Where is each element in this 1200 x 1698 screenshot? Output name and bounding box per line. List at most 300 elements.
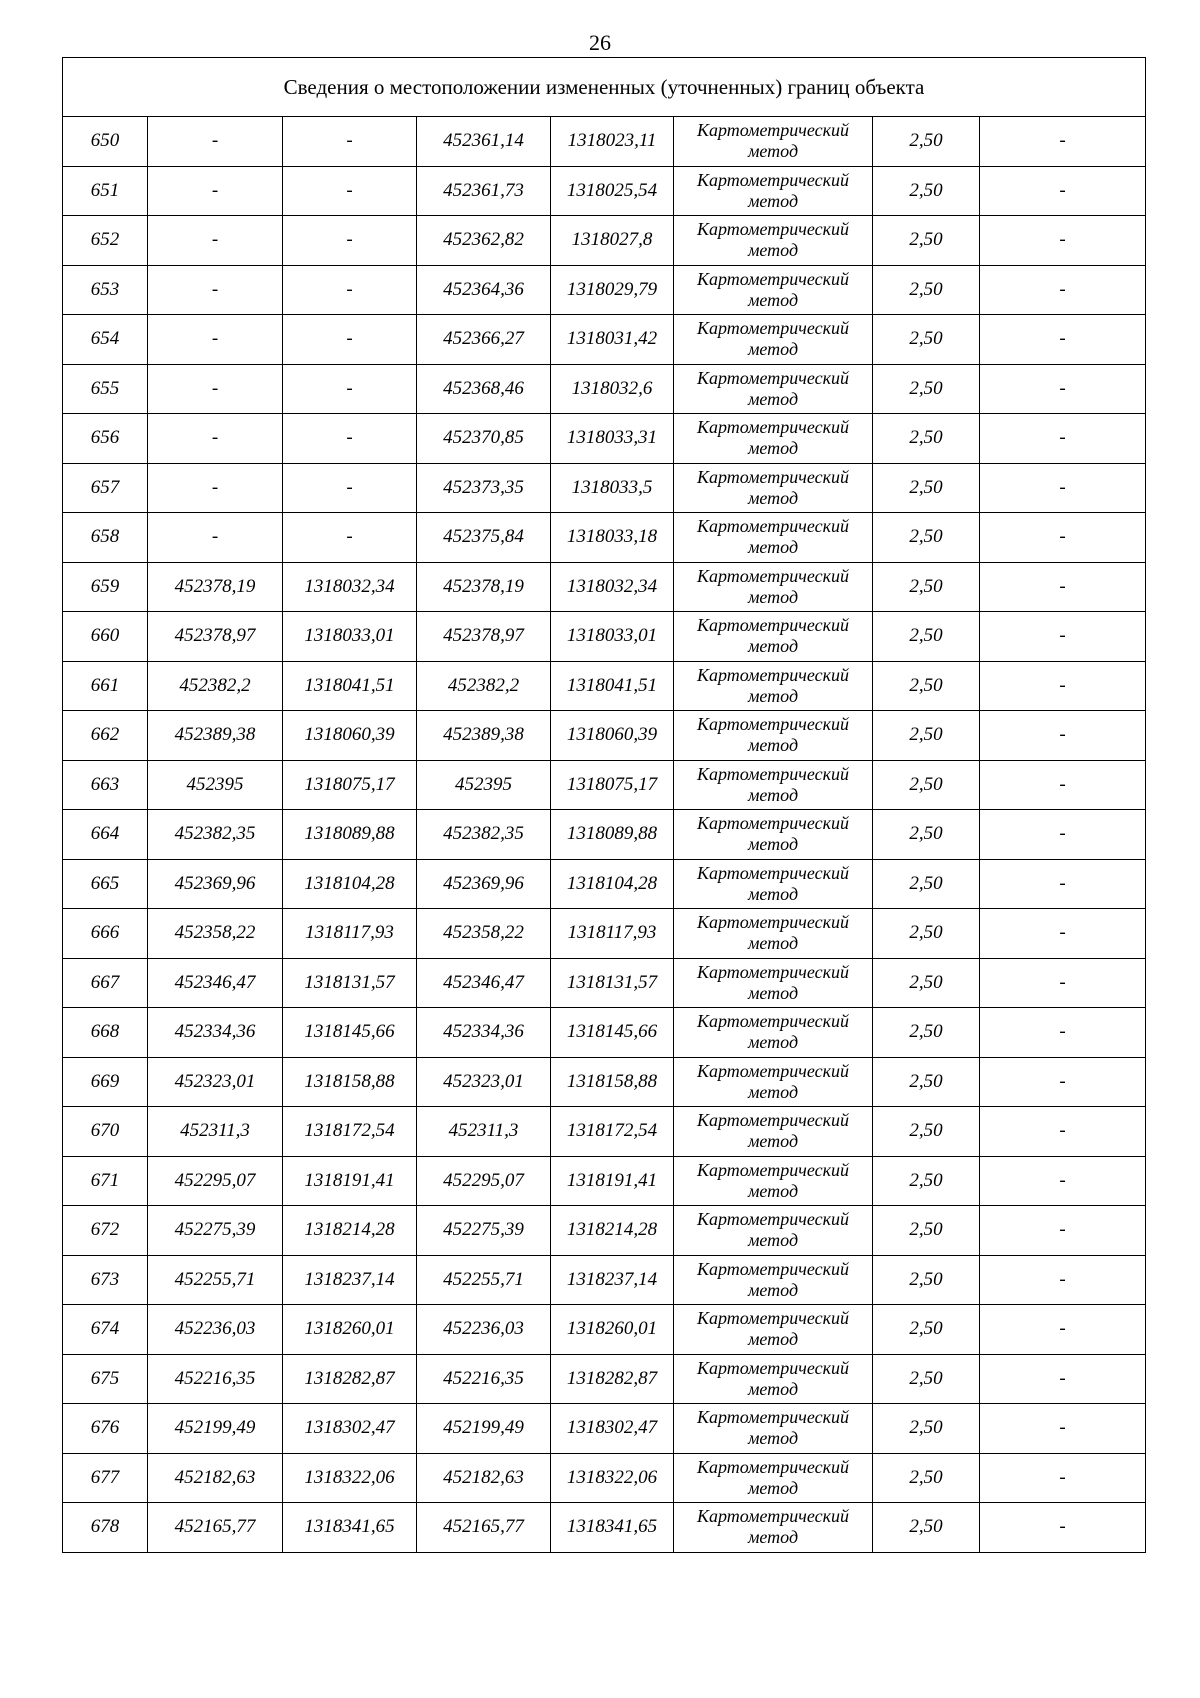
existing-x-cell: 452323,01	[148, 1057, 283, 1107]
accuracy-cell: 2,50	[873, 1156, 980, 1206]
table-row	[63, 117, 1146, 167]
accuracy-cell: 2,50	[873, 216, 980, 266]
refined-x-cell: 452199,49	[417, 1404, 551, 1454]
table-row	[63, 364, 1146, 414]
description-cell: -	[980, 1057, 1146, 1107]
method-line-1: Картометрический	[696, 1209, 849, 1230]
method-line-1: Картометрический	[696, 1506, 849, 1527]
table-row	[63, 711, 1146, 761]
existing-x-cell: -	[148, 513, 283, 563]
point-number-cell: 675	[63, 1354, 148, 1404]
accuracy-cell: 2,50	[873, 1305, 980, 1355]
method-cell	[674, 810, 873, 860]
existing-y-cell: 1318302,47	[283, 1404, 417, 1454]
refined-y-cell: 1318033,01	[551, 612, 674, 662]
existing-y-cell: 1318214,28	[283, 1206, 417, 1256]
point-number-cell: 670	[63, 1107, 148, 1157]
method-cell	[674, 1107, 873, 1157]
existing-x-cell: -	[148, 166, 283, 216]
accuracy-cell: 2,50	[873, 1453, 980, 1503]
refined-y-cell: 1318191,41	[551, 1156, 674, 1206]
accuracy-cell: 2,50	[873, 909, 980, 959]
existing-y-cell: 1318145,66	[283, 1008, 417, 1058]
point-number-cell: 653	[63, 265, 148, 315]
point-number-cell: 668	[63, 1008, 148, 1058]
refined-y-cell: 1318172,54	[551, 1107, 674, 1157]
method-line-1: Картометрический	[696, 862, 849, 883]
method-line-2: метод	[747, 487, 799, 508]
method-line-2: метод	[747, 141, 799, 162]
existing-y-cell: 1318075,17	[283, 760, 417, 810]
refined-y-cell: 1318075,17	[551, 760, 674, 810]
existing-y-cell: 1318237,14	[283, 1255, 417, 1305]
refined-x-cell: 452378,97	[417, 612, 551, 662]
method-line-2: метод	[747, 289, 799, 310]
table-row	[63, 1156, 1146, 1206]
table-row	[63, 414, 1146, 464]
description-cell: -	[980, 1305, 1146, 1355]
method-cell	[674, 1057, 873, 1107]
method-line-2: метод	[747, 1131, 799, 1152]
description-cell: -	[980, 810, 1146, 860]
method-cell	[674, 711, 873, 761]
point-number-cell: 658	[63, 513, 148, 563]
existing-x-cell: -	[148, 414, 283, 464]
method-cell	[674, 1354, 873, 1404]
method-line-2: метод	[747, 1477, 799, 1498]
description-cell: -	[980, 315, 1146, 365]
refined-y-cell: 1318089,88	[551, 810, 674, 860]
existing-x-cell: -	[148, 265, 283, 315]
existing-x-cell: 452236,03	[148, 1305, 283, 1355]
refined-y-cell: 1318117,93	[551, 909, 674, 959]
method-line-2: метод	[747, 438, 799, 459]
point-number-cell: 662	[63, 711, 148, 761]
refined-y-cell: 1318060,39	[551, 711, 674, 761]
refined-x-cell: 452346,47	[417, 958, 551, 1008]
method-line-2: метод	[747, 1180, 799, 1201]
method-line-2: метод	[747, 883, 799, 904]
refined-y-cell: 1318025,54	[551, 166, 674, 216]
refined-y-cell: 1318260,01	[551, 1305, 674, 1355]
description-cell: -	[980, 216, 1146, 266]
table-row	[63, 1305, 1146, 1355]
accuracy-cell: 2,50	[873, 513, 980, 563]
existing-x-cell: 452275,39	[148, 1206, 283, 1256]
existing-y-cell: -	[283, 117, 417, 167]
method-cell	[674, 1305, 873, 1355]
refined-x-cell: 452362,82	[417, 216, 551, 266]
refined-x-cell: 452364,36	[417, 265, 551, 315]
existing-y-cell: 1318172,54	[283, 1107, 417, 1157]
existing-x-cell: 452382,2	[148, 661, 283, 711]
table-row	[63, 760, 1146, 810]
refined-x-cell: 452361,73	[417, 166, 551, 216]
refined-y-cell: 1318023,11	[551, 117, 674, 167]
refined-y-cell: 1318027,8	[551, 216, 674, 266]
method-line-1: Картометрический	[696, 1258, 849, 1279]
refined-x-cell: 452389,38	[417, 711, 551, 761]
method-line-2: метод	[747, 982, 799, 1003]
method-line-2: метод	[747, 784, 799, 805]
description-cell: -	[980, 711, 1146, 761]
method-line-2: метод	[747, 735, 799, 756]
refined-x-cell: 452375,84	[417, 513, 551, 563]
accuracy-cell: 2,50	[873, 859, 980, 909]
method-line-2: метод	[747, 1329, 799, 1350]
existing-x-cell: 452255,71	[148, 1255, 283, 1305]
accuracy-cell: 2,50	[873, 315, 980, 365]
method-cell	[674, 1255, 873, 1305]
existing-y-cell: 1318104,28	[283, 859, 417, 909]
refined-x-cell: 452295,07	[417, 1156, 551, 1206]
table-row	[63, 1008, 1146, 1058]
table-row	[63, 909, 1146, 959]
table-row	[63, 859, 1146, 909]
accuracy-cell: 2,50	[873, 414, 980, 464]
page-number: 26	[589, 30, 611, 55]
description-cell: -	[980, 1354, 1146, 1404]
method-line-1: Картометрический	[696, 1011, 849, 1032]
refined-x-cell: 452395	[417, 760, 551, 810]
table-row	[63, 463, 1146, 513]
refined-y-cell: 1318104,28	[551, 859, 674, 909]
refined-y-cell: 1318131,57	[551, 958, 674, 1008]
existing-y-cell: -	[283, 513, 417, 563]
refined-x-cell: 452334,36	[417, 1008, 551, 1058]
refined-x-cell: 452382,2	[417, 661, 551, 711]
method-cell	[674, 1453, 873, 1503]
method-line-1: Картометрический	[696, 219, 849, 240]
description-cell: -	[980, 1156, 1146, 1206]
refined-x-cell: 452216,35	[417, 1354, 551, 1404]
existing-x-cell: -	[148, 315, 283, 365]
method-line-2: метод	[747, 339, 799, 360]
description-cell: -	[980, 265, 1146, 315]
description-cell: -	[980, 1255, 1146, 1305]
refined-y-cell: 1318032,6	[551, 364, 674, 414]
point-number-cell: 660	[63, 612, 148, 662]
description-cell: -	[980, 117, 1146, 167]
method-line-1: Картометрический	[696, 318, 849, 339]
accuracy-cell: 2,50	[873, 1107, 980, 1157]
method-cell	[674, 1206, 873, 1256]
existing-y-cell: 1318322,06	[283, 1453, 417, 1503]
table-row	[63, 1354, 1146, 1404]
point-number-cell: 663	[63, 760, 148, 810]
method-line-2: метод	[747, 1230, 799, 1251]
method-cell	[674, 463, 873, 513]
existing-x-cell: 452346,47	[148, 958, 283, 1008]
method-line-1: Картометрический	[696, 466, 849, 487]
existing-y-cell: -	[283, 463, 417, 513]
method-line-1: Картометрический	[696, 1456, 849, 1477]
method-cell	[674, 760, 873, 810]
refined-x-cell: 452361,14	[417, 117, 551, 167]
point-number-cell: 677	[63, 1453, 148, 1503]
existing-x-cell: 452199,49	[148, 1404, 283, 1454]
refined-x-cell: 452275,39	[417, 1206, 551, 1256]
refined-y-cell: 1318041,51	[551, 661, 674, 711]
existing-x-cell: 452358,22	[148, 909, 283, 959]
refined-y-cell: 1318032,34	[551, 562, 674, 612]
method-cell	[674, 612, 873, 662]
existing-x-cell: 452182,63	[148, 1453, 283, 1503]
description-cell: -	[980, 661, 1146, 711]
existing-y-cell: 1318131,57	[283, 958, 417, 1008]
point-number-cell: 652	[63, 216, 148, 266]
method-line-2: метод	[747, 685, 799, 706]
description-cell: -	[980, 859, 1146, 909]
existing-y-cell: 1318117,93	[283, 909, 417, 959]
refined-y-cell: 1318214,28	[551, 1206, 674, 1256]
method-line-1: Картометрический	[696, 912, 849, 933]
description-cell: -	[980, 562, 1146, 612]
existing-y-cell: 1318191,41	[283, 1156, 417, 1206]
method-line-2: метод	[747, 1527, 799, 1548]
refined-x-cell: 452366,27	[417, 315, 551, 365]
refined-y-cell: 1318033,31	[551, 414, 674, 464]
description-cell: -	[980, 612, 1146, 662]
method-line-2: метод	[747, 1428, 799, 1449]
method-line-1: Картометрический	[696, 714, 849, 735]
point-number-cell: 672	[63, 1206, 148, 1256]
method-line-1: Картометрический	[696, 1159, 849, 1180]
method-line-1: Картометрический	[696, 1110, 849, 1131]
point-number-cell: 674	[63, 1305, 148, 1355]
method-cell	[674, 364, 873, 414]
description-cell: -	[980, 463, 1146, 513]
method-line-1: Картометрический	[696, 813, 849, 834]
description-cell: -	[980, 1206, 1146, 1256]
accuracy-cell: 2,50	[873, 810, 980, 860]
method-line-2: метод	[747, 1032, 799, 1053]
method-line-1: Картометрический	[696, 1060, 849, 1081]
description-cell: -	[980, 909, 1146, 959]
refined-y-cell: 1318341,65	[551, 1503, 674, 1553]
point-number-cell: 671	[63, 1156, 148, 1206]
method-line-2: метод	[747, 388, 799, 409]
existing-y-cell: 1318060,39	[283, 711, 417, 761]
refined-x-cell: 452368,46	[417, 364, 551, 414]
existing-x-cell: -	[148, 216, 283, 266]
point-number-cell: 665	[63, 859, 148, 909]
accuracy-cell: 2,50	[873, 1206, 980, 1256]
method-line-2: метод	[747, 240, 799, 261]
method-line-2: метод	[747, 190, 799, 211]
table-row	[63, 1453, 1146, 1503]
description-cell: -	[980, 166, 1146, 216]
existing-x-cell: 452295,07	[148, 1156, 283, 1206]
table-title: Сведения о местоположении измененных (уточненных) границ объекта	[63, 58, 1146, 117]
refined-x-cell: 452165,77	[417, 1503, 551, 1553]
refined-x-cell: 452236,03	[417, 1305, 551, 1355]
existing-y-cell: 1318041,51	[283, 661, 417, 711]
description-cell: -	[980, 1503, 1146, 1553]
accuracy-cell: 2,50	[873, 463, 980, 513]
point-number-cell: 661	[63, 661, 148, 711]
table-row	[63, 1206, 1146, 1256]
table-row	[63, 1057, 1146, 1107]
existing-x-cell: 452378,97	[148, 612, 283, 662]
accuracy-cell: 2,50	[873, 265, 980, 315]
method-cell	[674, 265, 873, 315]
existing-y-cell: -	[283, 414, 417, 464]
existing-y-cell: 1318089,88	[283, 810, 417, 860]
accuracy-cell: 2,50	[873, 760, 980, 810]
refined-y-cell: 1318158,88	[551, 1057, 674, 1107]
point-number-cell: 655	[63, 364, 148, 414]
method-cell	[674, 414, 873, 464]
existing-y-cell: -	[283, 364, 417, 414]
existing-x-cell: -	[148, 463, 283, 513]
refined-x-cell: 452323,01	[417, 1057, 551, 1107]
point-number-cell: 651	[63, 166, 148, 216]
accuracy-cell: 2,50	[873, 1057, 980, 1107]
method-line-1: Картометрический	[696, 417, 849, 438]
method-line-1: Картометрический	[696, 961, 849, 982]
table-row	[63, 1404, 1146, 1454]
accuracy-cell: 2,50	[873, 1255, 980, 1305]
boundary-coordinates-table	[62, 57, 1146, 1553]
point-number-cell: 650	[63, 117, 148, 167]
description-cell: -	[980, 364, 1146, 414]
table-row	[63, 1503, 1146, 1553]
refined-y-cell: 1318031,42	[551, 315, 674, 365]
existing-y-cell: -	[283, 216, 417, 266]
existing-x-cell: -	[148, 117, 283, 167]
existing-y-cell: -	[283, 166, 417, 216]
table-body	[63, 58, 1146, 1553]
existing-x-cell: 452334,36	[148, 1008, 283, 1058]
existing-x-cell: 452216,35	[148, 1354, 283, 1404]
method-cell	[674, 661, 873, 711]
refined-x-cell: 452370,85	[417, 414, 551, 464]
method-cell	[674, 958, 873, 1008]
existing-x-cell: 452389,38	[148, 711, 283, 761]
method-line-1: Картометрический	[696, 516, 849, 537]
accuracy-cell: 2,50	[873, 612, 980, 662]
existing-y-cell: 1318282,87	[283, 1354, 417, 1404]
method-cell	[674, 1156, 873, 1206]
refined-x-cell: 452182,63	[417, 1453, 551, 1503]
existing-x-cell: 452382,35	[148, 810, 283, 860]
refined-y-cell: 1318033,5	[551, 463, 674, 513]
table-row	[63, 265, 1146, 315]
accuracy-cell: 2,50	[873, 1008, 980, 1058]
accuracy-cell: 2,50	[873, 364, 980, 414]
method-cell	[674, 315, 873, 365]
method-line-2: метод	[747, 933, 799, 954]
method-cell	[674, 166, 873, 216]
method-cell	[674, 1404, 873, 1454]
description-cell: -	[980, 1404, 1146, 1454]
method-line-2: метод	[747, 636, 799, 657]
method-line-1: Картометрический	[696, 367, 849, 388]
method-cell	[674, 562, 873, 612]
method-line-1: Картометрический	[696, 1407, 849, 1428]
refined-x-cell: 452358,22	[417, 909, 551, 959]
point-number-cell: 676	[63, 1404, 148, 1454]
accuracy-cell: 2,50	[873, 1503, 980, 1553]
description-cell: -	[980, 1107, 1146, 1157]
description-cell: -	[980, 414, 1146, 464]
table-row	[63, 958, 1146, 1008]
point-number-cell: 669	[63, 1057, 148, 1107]
refined-y-cell: 1318029,79	[551, 265, 674, 315]
existing-y-cell: 1318032,34	[283, 562, 417, 612]
method-line-2: метод	[747, 586, 799, 607]
refined-x-cell: 452378,19	[417, 562, 551, 612]
method-line-1: Картометрический	[696, 565, 849, 586]
refined-y-cell: 1318322,06	[551, 1453, 674, 1503]
method-line-1: Картометрический	[696, 763, 849, 784]
method-line-2: метод	[747, 1378, 799, 1399]
existing-x-cell: 452395	[148, 760, 283, 810]
refined-x-cell: 452382,35	[417, 810, 551, 860]
table-row	[63, 315, 1146, 365]
refined-x-cell: 452255,71	[417, 1255, 551, 1305]
point-number-cell: 678	[63, 1503, 148, 1553]
method-line-2: метод	[747, 537, 799, 558]
table-row	[63, 661, 1146, 711]
point-number-cell: 656	[63, 414, 148, 464]
method-line-1: Картометрический	[696, 120, 849, 141]
method-line-1: Картометрический	[696, 664, 849, 685]
method-cell	[674, 1503, 873, 1553]
method-cell	[674, 859, 873, 909]
existing-x-cell: 452369,96	[148, 859, 283, 909]
point-number-cell: 659	[63, 562, 148, 612]
refined-y-cell: 1318302,47	[551, 1404, 674, 1454]
description-cell: -	[980, 1008, 1146, 1058]
point-number-cell: 667	[63, 958, 148, 1008]
accuracy-cell: 2,50	[873, 117, 980, 167]
description-cell: -	[980, 760, 1146, 810]
method-cell	[674, 1008, 873, 1058]
method-line-1: Картометрический	[696, 169, 849, 190]
accuracy-cell: 2,50	[873, 1354, 980, 1404]
point-number-cell: 664	[63, 810, 148, 860]
table-row	[63, 1255, 1146, 1305]
refined-x-cell: 452369,96	[417, 859, 551, 909]
existing-x-cell: 452165,77	[148, 1503, 283, 1553]
method-line-1: Картометрический	[696, 615, 849, 636]
method-line-2: метод	[747, 1279, 799, 1300]
table-row	[63, 513, 1146, 563]
existing-x-cell: 452378,19	[148, 562, 283, 612]
method-line-1: Картометрический	[696, 268, 849, 289]
method-line-2: метод	[747, 1081, 799, 1102]
point-number-cell: 657	[63, 463, 148, 513]
method-line-1: Картометрический	[696, 1357, 849, 1378]
method-line-2: метод	[747, 834, 799, 855]
existing-y-cell: 1318033,01	[283, 612, 417, 662]
point-number-cell: 654	[63, 315, 148, 365]
accuracy-cell: 2,50	[873, 1404, 980, 1454]
table-row	[63, 166, 1146, 216]
existing-y-cell: -	[283, 265, 417, 315]
accuracy-cell: 2,50	[873, 958, 980, 1008]
table-row	[63, 562, 1146, 612]
existing-y-cell: 1318260,01	[283, 1305, 417, 1355]
point-number-cell: 666	[63, 909, 148, 959]
point-number-cell: 673	[63, 1255, 148, 1305]
description-cell: -	[980, 1453, 1146, 1503]
existing-x-cell: -	[148, 364, 283, 414]
refined-y-cell: 1318033,18	[551, 513, 674, 563]
refined-y-cell: 1318237,14	[551, 1255, 674, 1305]
